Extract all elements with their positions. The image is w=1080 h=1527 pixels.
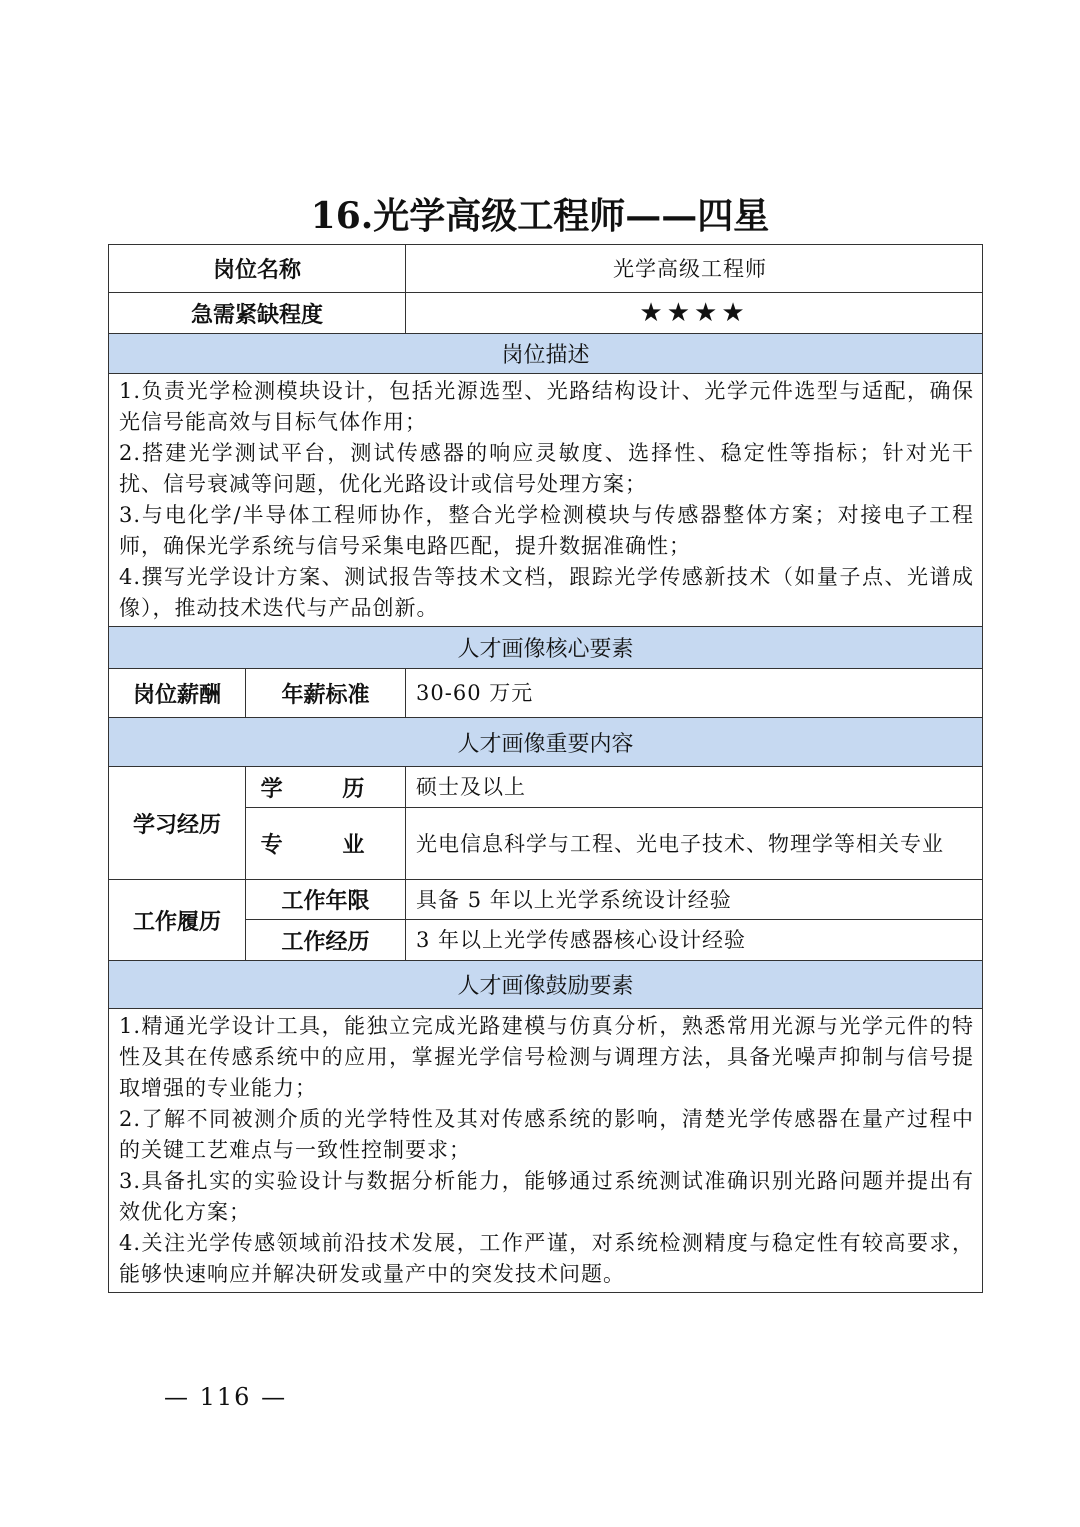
description-item: 3.与电化学/半导体工程师协作，整合光学检测模块与传感器整体方案；对接电子工程师，确保光学系统与信号采集电路匹配，提升数据准确性； (119, 503, 975, 558)
major-label (246, 808, 406, 880)
salary-row (109, 669, 983, 718)
description-item: 2.搭建光学测试平台，测试传感器的响应灵敏度、选择性、稳定性等指标；针对光干扰、信号衰减等问题，优化光路设计或信号处理方案； (119, 441, 975, 496)
important-header-row (109, 718, 983, 767)
position-name-label: 岗位名称 (109, 245, 406, 293)
education-label: 学习经历 (109, 767, 246, 880)
description-item: 1.负责光学检测模块设计，包括光源选型、光路结构设计、光学元件选型与适配，确保光信号能高效与目标气体作用； (119, 379, 975, 434)
encourage-item: 1.精通光学设计工具，能独立完成光路建模与仿真分析，熟悉常用光源与光学元件的特性及其在传感系统中的应用，掌握光学信号检测与调理方法，具备光噪声抑制与信号提取增强的专业能力； (119, 1014, 975, 1100)
urgency-stars: ★★★★ (406, 293, 983, 334)
encourage-row (109, 1009, 983, 1293)
degree-label-text: 学 历 (260, 776, 391, 802)
work-label: 工作履历 (109, 880, 246, 961)
salary-sub-label: 年薪标准 (246, 669, 406, 718)
major-value: 光电信息科学与工程、光电子技术、物理学等相关专业 (406, 808, 983, 880)
position-name-row (109, 245, 983, 293)
urgency-row (109, 293, 983, 334)
major-label-text: 专 业 (260, 833, 391, 858)
core-header-row (109, 627, 983, 669)
description-header-row (109, 334, 983, 374)
work-exp-value: 3 年以上光学传感器核心设计经验 (406, 920, 983, 961)
salary-value: 30-60 万元 (406, 669, 983, 718)
salary-label: 岗位薪酬 (109, 669, 246, 718)
page-title: 16.光学高级工程师——四星 (310, 195, 770, 237)
work-years-value: 具备 5 年以上光学系统设计经验 (406, 880, 983, 920)
encourage-header-row (109, 961, 983, 1009)
description-row (109, 374, 983, 627)
degree-label (246, 767, 406, 808)
description-header: 岗位描述 (109, 334, 983, 374)
important-header: 人才画像重要内容 (109, 718, 983, 767)
description-text (109, 374, 983, 627)
encourage-item: 2.了解不同被测介质的光学特性及其对传感系统的影响，清楚光学传感器在量产过程中的关键工艺难点与一致性控制要求； (119, 1107, 975, 1162)
job-profile-table (108, 244, 983, 1293)
encourage-header: 人才画像鼓励要素 (109, 961, 983, 1009)
work-years-row (109, 880, 983, 920)
encourage-text (109, 1009, 983, 1293)
encourage-item: 4.关注光学传感领域前沿技术发展，工作严谨，对系统检测精度与稳定性有较高要求，能够快速响应并解决研发或量产中的突发技术问题。 (119, 1231, 975, 1286)
work-exp-label: 工作经历 (246, 920, 406, 961)
position-name-value: 光学高级工程师 (406, 245, 983, 293)
urgency-label: 急需紧缺程度 (109, 293, 406, 334)
core-header: 人才画像核心要素 (109, 627, 983, 669)
degree-row (109, 767, 983, 808)
degree-value: 硕士及以上 (406, 767, 983, 808)
description-item: 4.撰写光学设计方案、测试报告等技术文档，跟踪光学传感新技术（如量子点、光谱成像），推动技术迭代与产品创新。 (119, 565, 975, 620)
page-number: — 116 — (164, 1383, 288, 1411)
work-years-label: 工作年限 (246, 880, 406, 920)
encourage-item: 3.具备扎实的实验设计与数据分析能力，能够通过系统测试准确识别光路问题并提出有效优化方案； (119, 1169, 975, 1224)
